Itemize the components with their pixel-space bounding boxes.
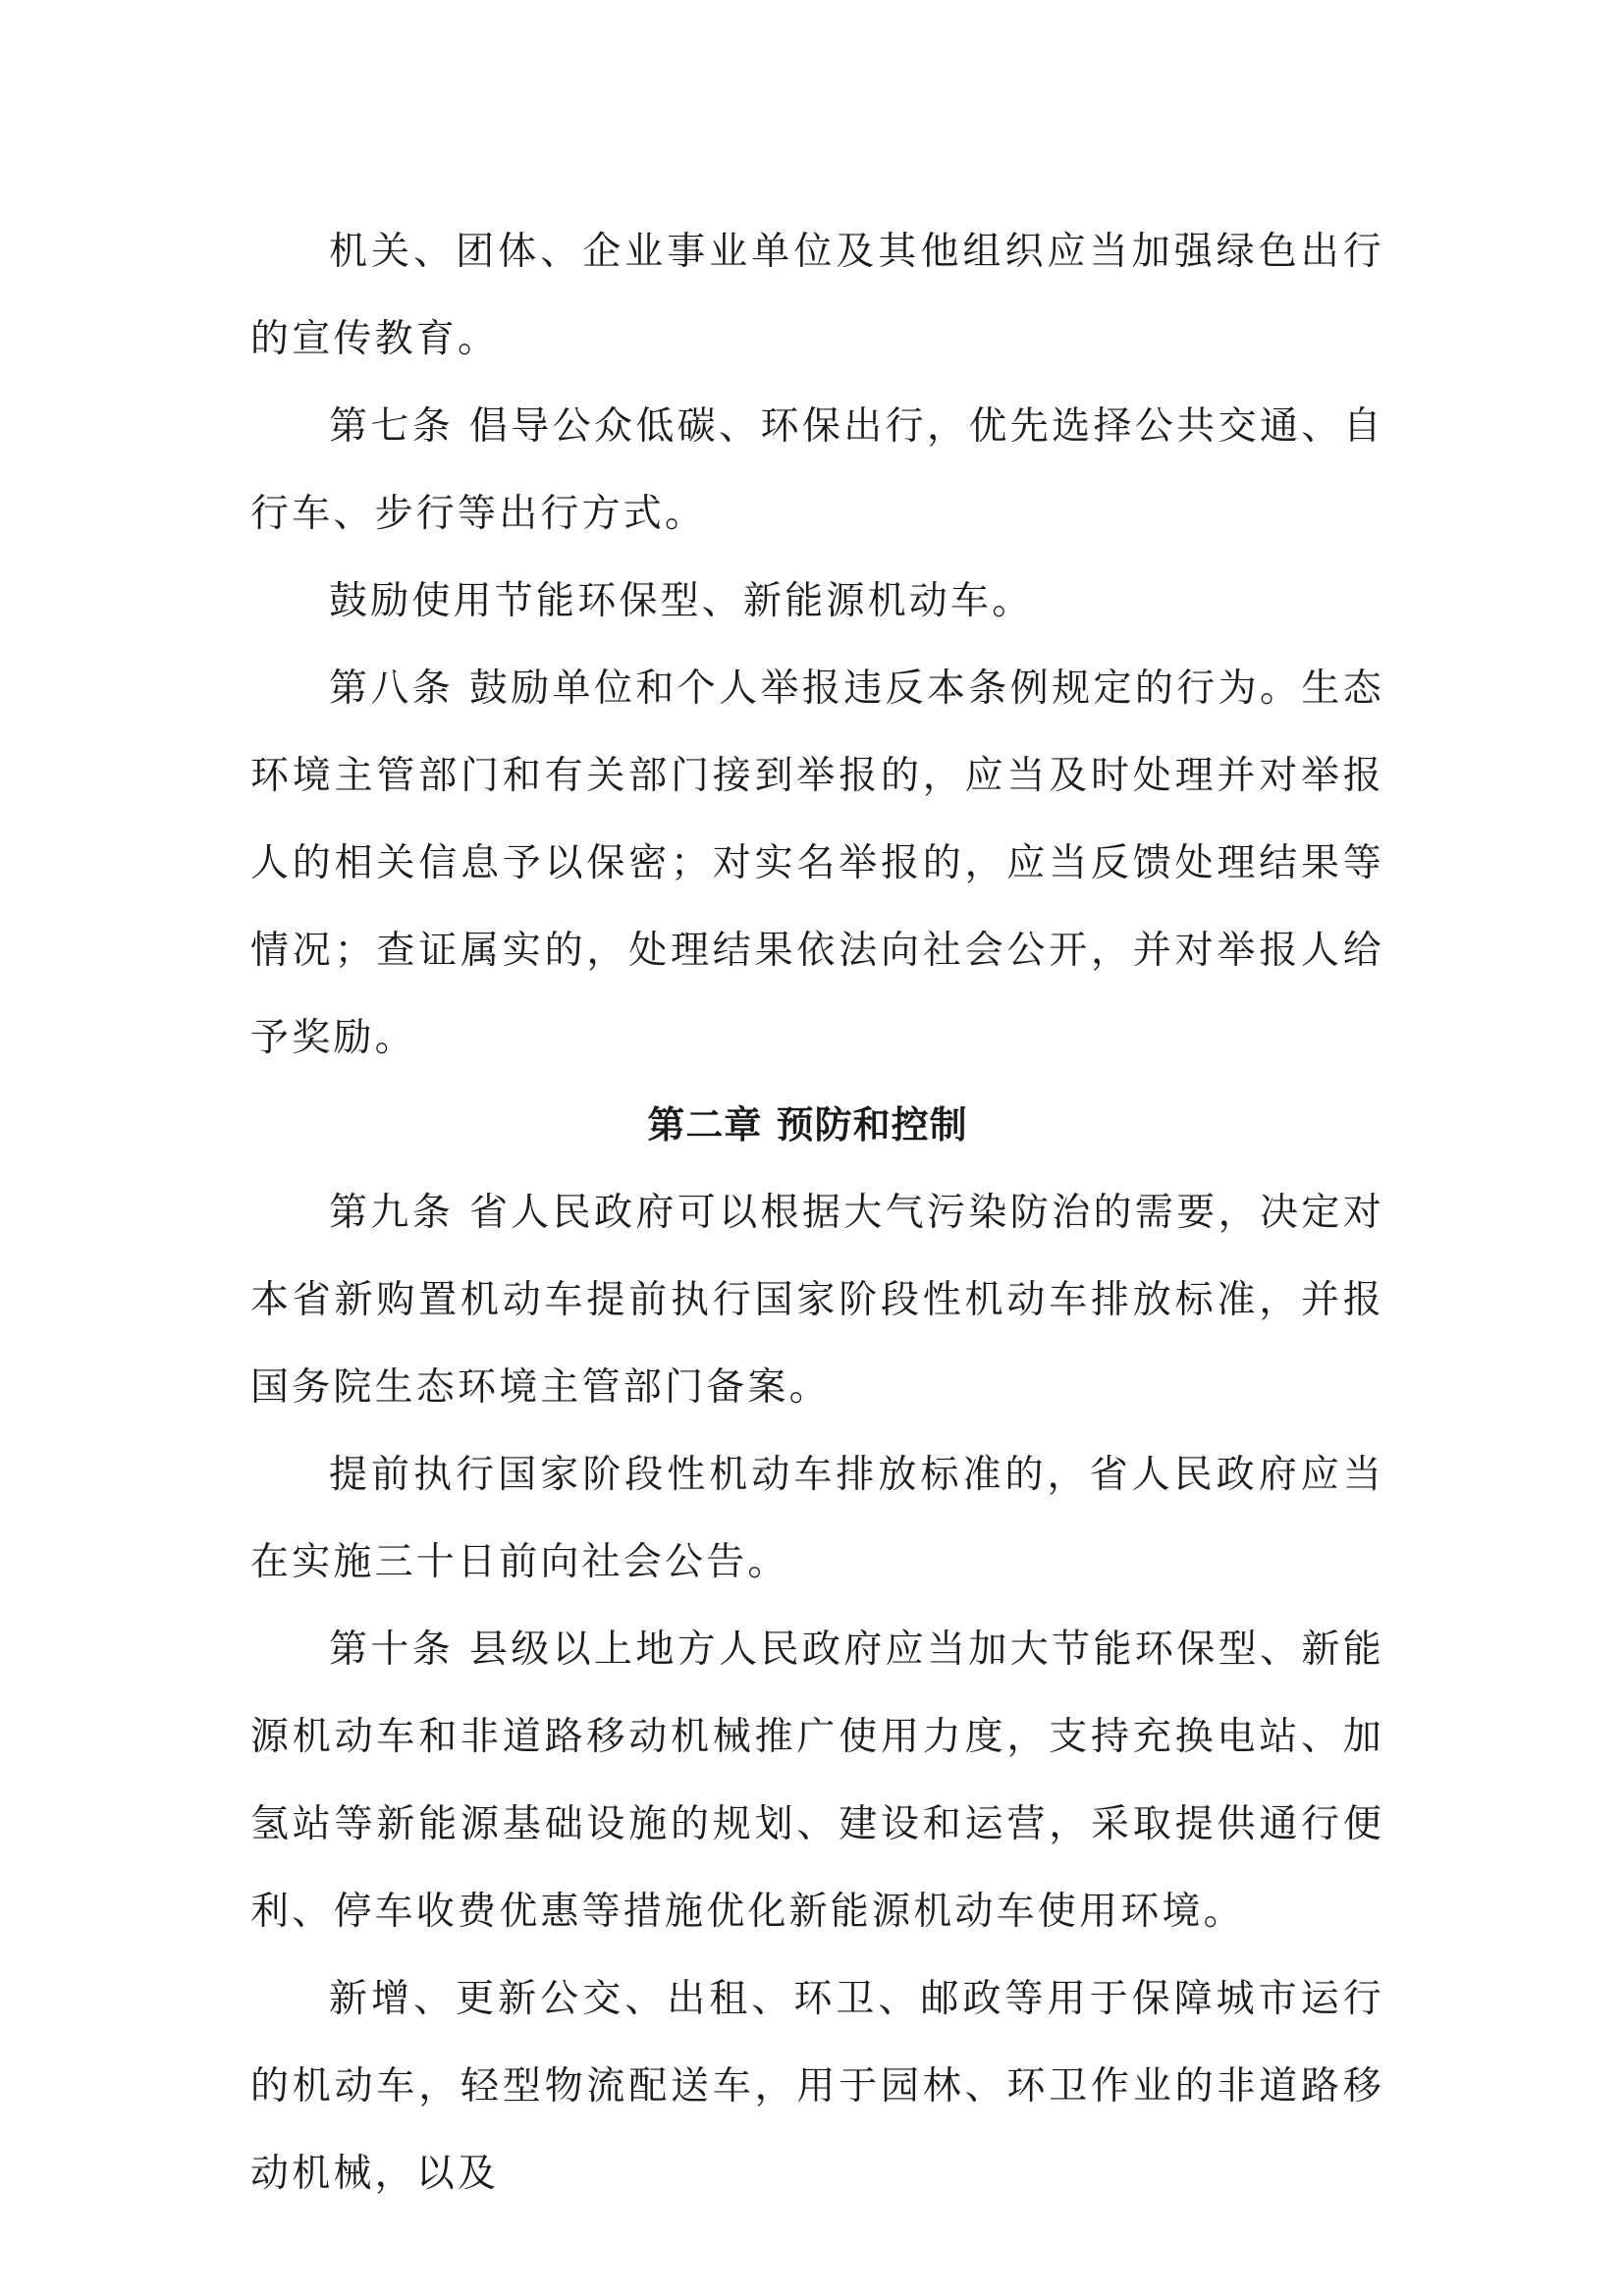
paragraph-article-7: 第七条 倡导公众低碳、环保出行，优先选择公共交通、自行车、步行等出行方式。 [250, 404, 1384, 536]
document-body [250, 208, 1384, 2217]
paragraph-announcement: 提前执行国家阶段性机动车排放标准的，省人民政府应当在实施三十日前向社会公告。 [250, 1453, 1384, 1584]
paragraph-encourage-new-energy: 鼓励使用节能环保型、新能源机动车。 [329, 579, 1034, 623]
paragraph-article-8: 第八条 鼓励单位和个人举报违反本条例规定的行为。生态环境主管部门和有关部门接到举报的，应当及时处理并对举报人的相关信息予以保密；对实名举报的，应当反馈处理结果等情况；查证属实的，处理结果依法向社会公开，并对举报人给予奖励。 [250, 667, 1384, 1060]
chapter-title: 第二章 预防和控制 [647, 1103, 968, 1147]
paragraph-article-9: 第九条 省人民政府可以根据大气污染防治的需要，决定对本省新购置机动车提前执行国家阶段性机动车排放标准，并报国务院生态环境主管部门备案。 [250, 1191, 1384, 1410]
paragraph-new-vehicles: 新增、更新公交、出租、环卫、邮政等用于保障城市运行的机动车，轻型物流配送车，用于园林、环卫作业的非道路移动机械，以及 [250, 1977, 1384, 2196]
paragraph-green-travel-education: 机关、团体、企业事业单位及其他组织应当加强绿色出行的宣传教育。 [250, 230, 1384, 361]
paragraph-article-10: 第十条 县级以上地方人民政府应当加大节能环保型、新能源机动车和非道路移动机械推广使用力度，支持充换电站、加氢站等新能源基础设施的规划、建设和运营，采取提供通行便利、停车收费优惠等措施优化新能源机动车使用环境。 [250, 1628, 1384, 1934]
